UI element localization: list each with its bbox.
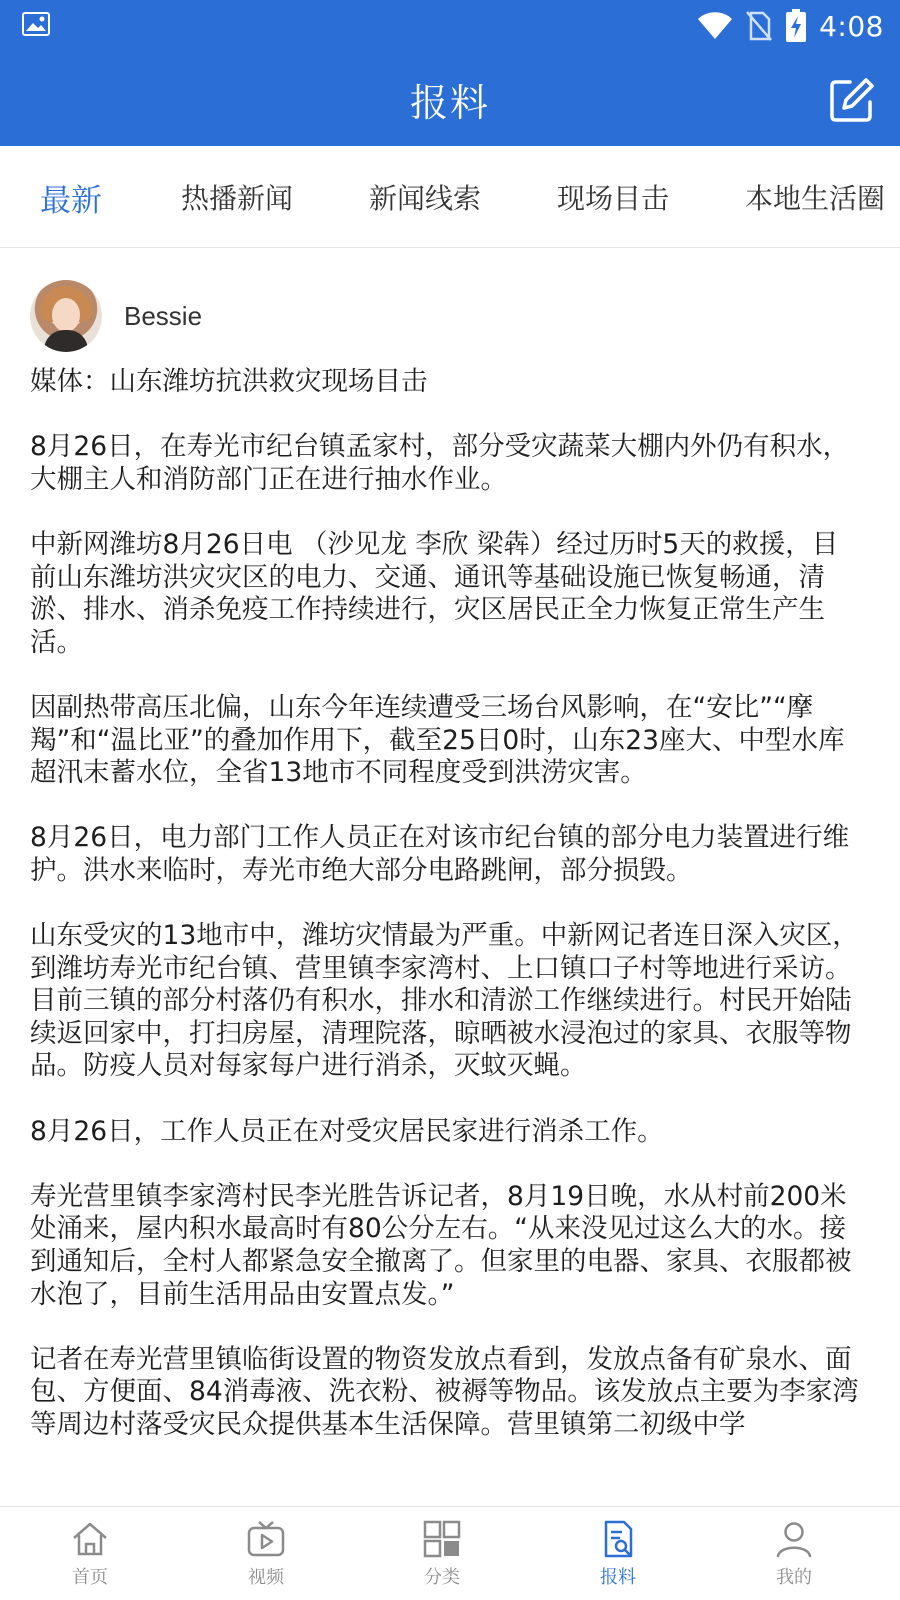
nav-home[interactable] [0, 1507, 180, 1600]
post-paragraph: 因副热带高压北偏，山东今年连续遭受三场台风影响，在“安比”“摩羯”和“温比亚”的叠加作用下，截至25日0时，山东23座大、中型水库超汛末蓄水位，全省13地市不同程度受到洪涝灾害。 [30, 691, 845, 789]
post-card [0, 248, 900, 1506]
post-paragraph: 8月26日，电力部门工作人员正在对该市纪台镇的部分电力装置进行维护。洪水来临时，寿光市绝大部分电路跳闸，部分损毁。 [30, 822, 850, 886]
post-paragraph: 山东受灾的13地市中，潍坊灾情最为严重。中新网记者连日深入灾区，到潍坊寿光市纪台镇、营里镇李家湾村、上口镇口子村等地进行采访。 [30, 920, 859, 984]
report-icon [598, 1519, 638, 1559]
post-content [30, 366, 860, 1474]
tab-news-leads[interactable]: 新闻线索 [369, 182, 482, 215]
category-tabs [0, 146, 900, 248]
post-paragraph: 中新网潍坊8月26日电 （沙见龙 李欣 梁犇）经过历时5天的救援，目前山东潍坊洪灾灾区的电力、交通、通讯等基础设施已恢复畅通，清淤、排水、消杀免疫工作持续进行，灾区居民正全力恢复正常生产生活。 [30, 528, 839, 658]
nav-category[interactable] [352, 1507, 532, 1600]
nav-report[interactable] [528, 1507, 708, 1600]
status-bar [0, 0, 900, 52]
nav-profile[interactable] [704, 1507, 884, 1600]
post-paragraph: 寿光营里镇李家湾村民李光胜告诉记者，8月19日晚，水从村前200米处涌来，屋内积水最高时有80公分左右。“从来没见过这么大的水。接到通知后，全村人都紧急安全撤离了。但家里的电器、家具、衣服都被水泡了，目前生活用品由安置点发。” [30, 1180, 852, 1310]
no-sim-icon [745, 10, 773, 42]
nav-label: 分类 [424, 1567, 460, 1588]
page-title: 报料 [409, 80, 490, 125]
author-name[interactable]: Bessie [124, 300, 203, 331]
post-paragraph: 媒体：山东潍坊抗洪救灾现场目击 [30, 366, 428, 397]
category-grid-icon [422, 1519, 462, 1559]
profile-icon [774, 1519, 814, 1559]
status-icons [697, 8, 884, 44]
app-header [0, 52, 900, 146]
edit-icon[interactable] [828, 76, 876, 124]
post-paragraph: 记者在寿光营里镇临街设置的物资发放点看到，发放点备有矿泉水、面包、方便面、84消毒液、洗衣粉、被褥等物品。该发放点主要为李家湾等周边村落受灾民众提供基本生活保障。营里镇第二初级中学 [30, 1343, 859, 1440]
post-paragraph: 8月26日，工作人员正在对受灾居民家进行消杀工作。 [30, 1115, 664, 1147]
status-time: 4:08 [819, 9, 884, 43]
wifi-icon [697, 11, 733, 41]
battery-charging-icon [785, 9, 807, 43]
home-icon [70, 1519, 110, 1559]
avatar[interactable] [30, 280, 102, 352]
tab-on-scene[interactable]: 现场目击 [557, 182, 670, 215]
post-paragraph: 8月26日，在寿光市纪台镇孟家村，部分受灾蔬菜大棚内外仍有积水，大棚主人和消防部门正在进行抽水作业。 [30, 431, 850, 495]
tab-hot-news[interactable]: 热播新闻 [181, 182, 294, 215]
gallery-icon [22, 12, 50, 36]
nav-video[interactable] [176, 1507, 356, 1600]
nav-label: 首页 [72, 1567, 108, 1588]
post-author[interactable] [30, 280, 202, 352]
nav-label: 我的 [776, 1567, 812, 1588]
post-paragraph: 目前三镇的部分村落仍有积水，排水和清淤工作继续进行。村民开始陆续返回家中，打扫房屋，清理院落，晾晒被水浸泡过的家具、衣服等物品。防疫人员对每家每户进行消杀，灭蚊灭蝇。 [30, 985, 852, 1082]
video-icon [246, 1519, 286, 1559]
tab-latest[interactable]: 最新 [40, 182, 102, 219]
bottom-navigation [0, 1506, 900, 1600]
nav-label: 报料 [600, 1567, 636, 1588]
tab-local-life[interactable]: 本地生活圈 [745, 182, 886, 215]
nav-label: 视频 [248, 1567, 284, 1588]
